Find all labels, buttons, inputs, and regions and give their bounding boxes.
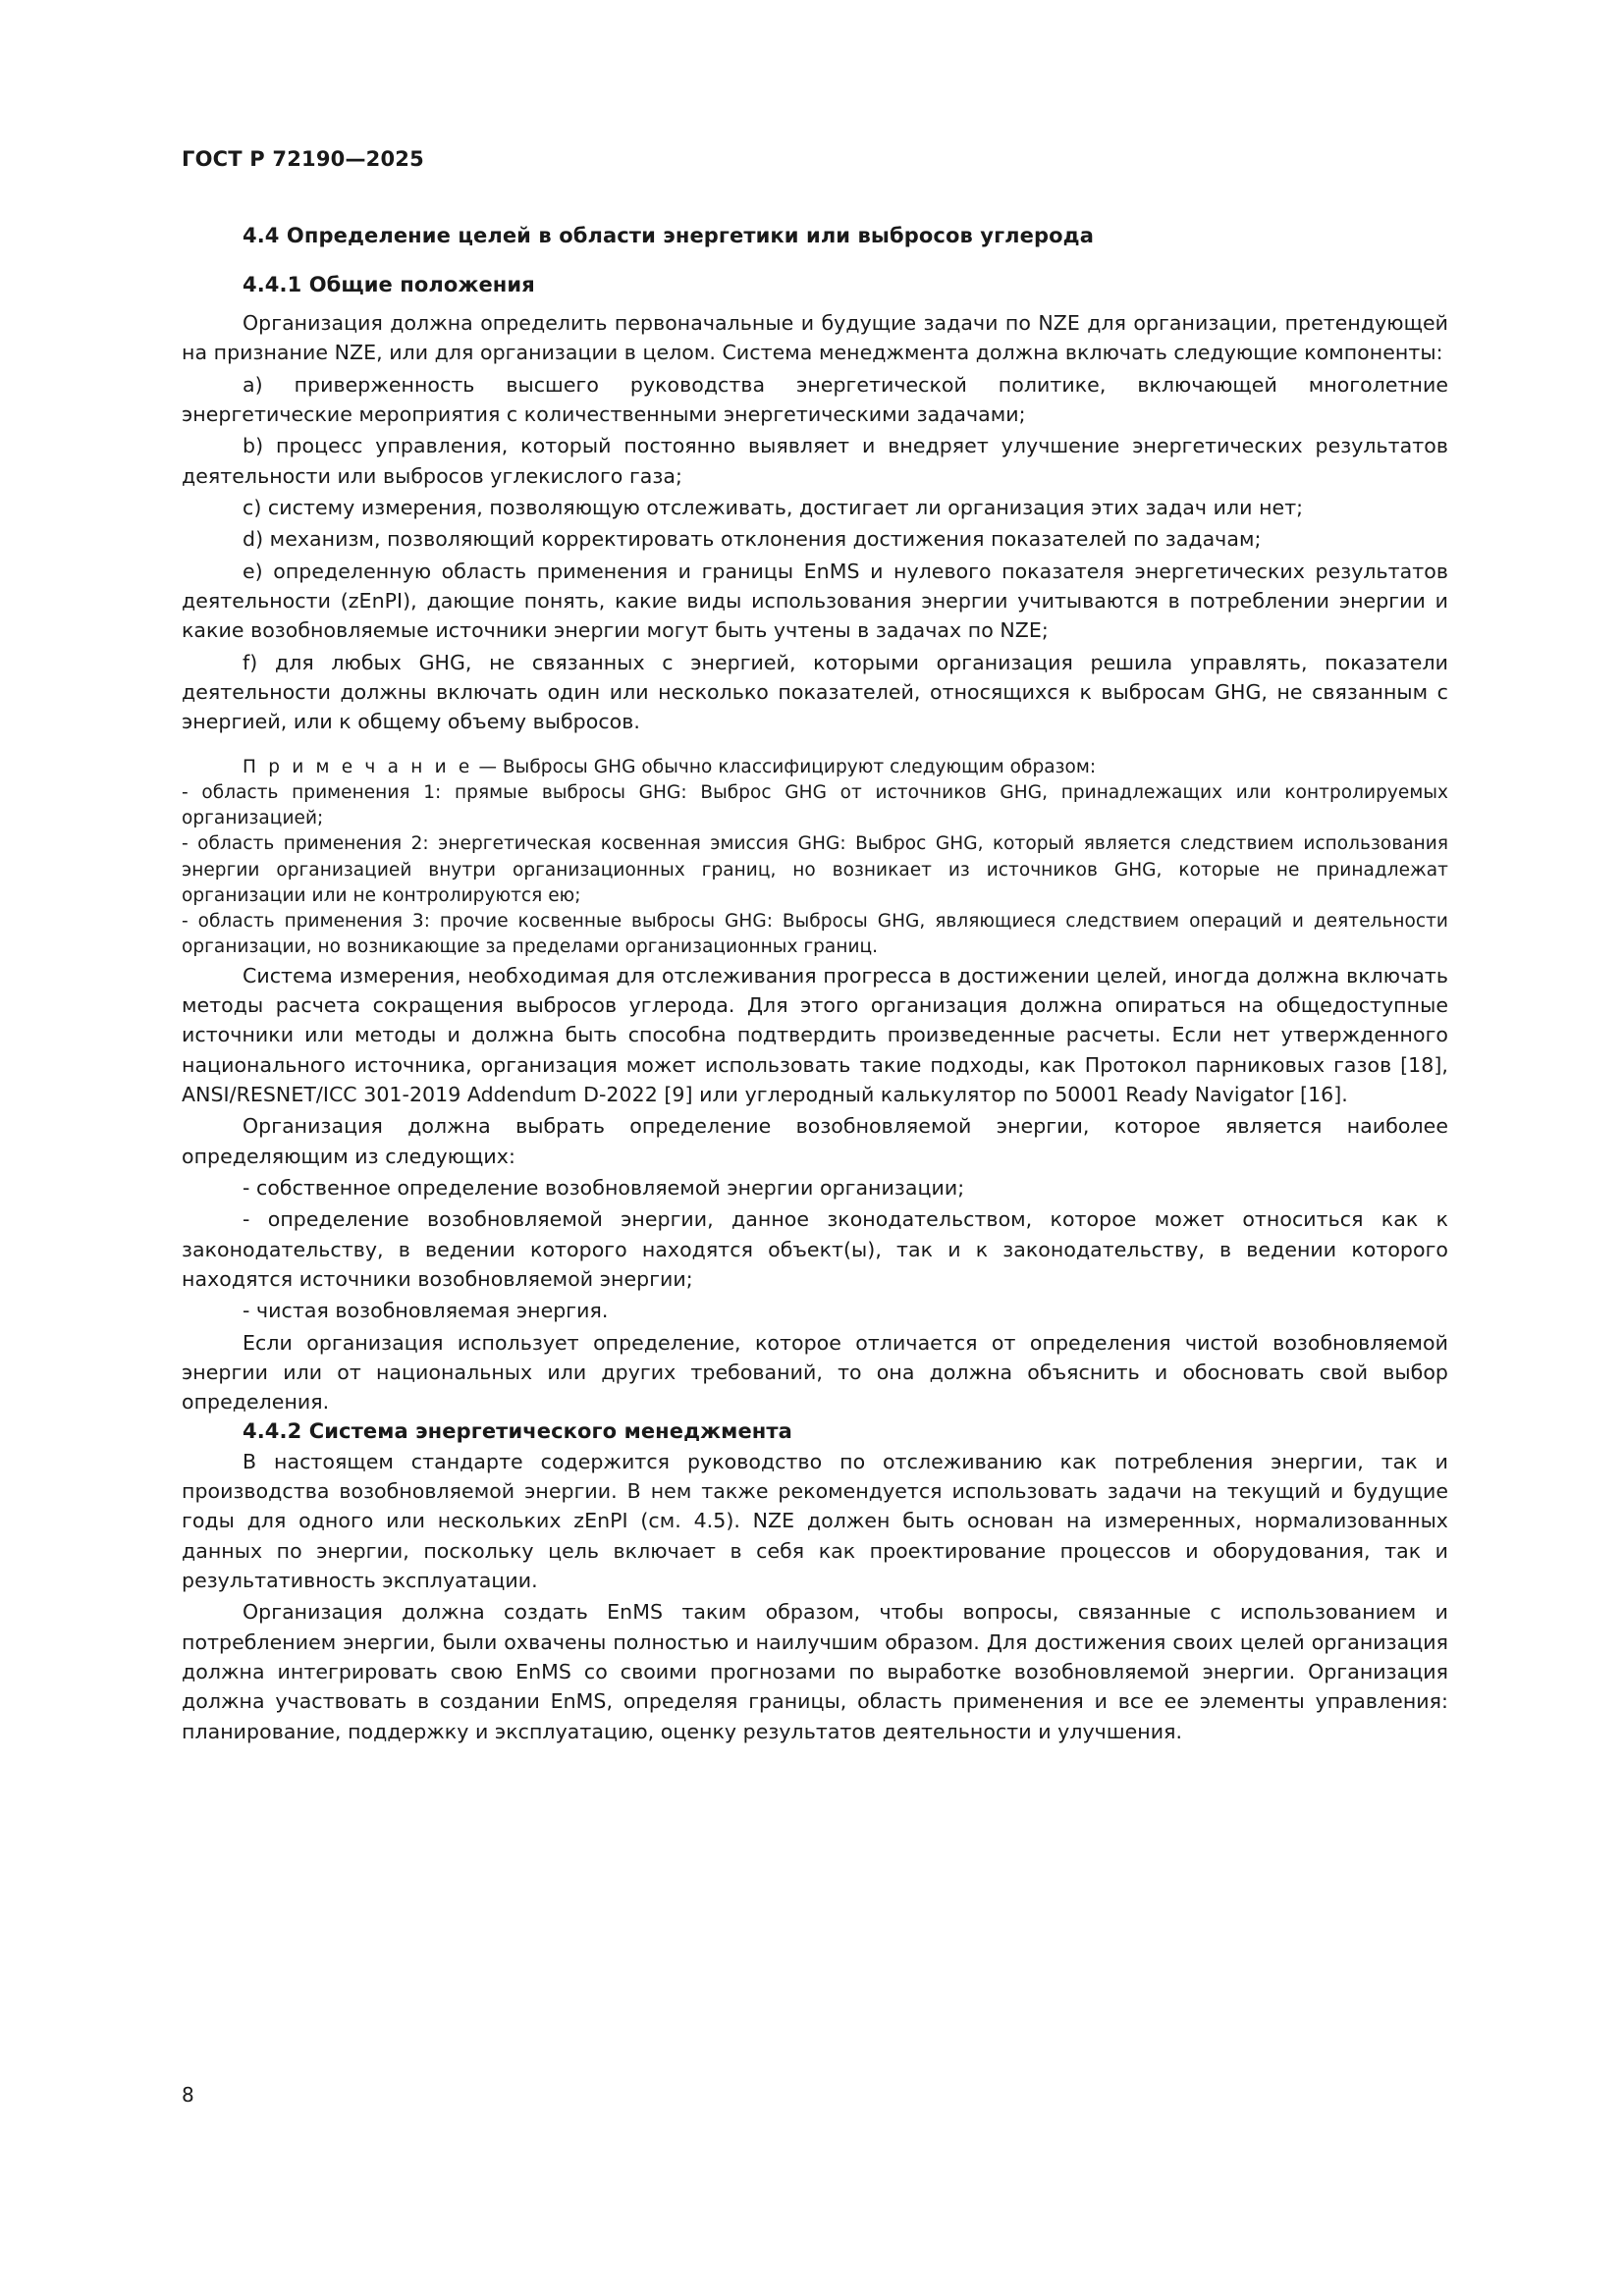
list-item: - определение возобновляемой энергии, данное зконодательством, которое может относиться как к законодательству, в ведении которого находятся объект(ы), так и к законодательству, в ведении которого находятся источники возобновляемой энергии; <box>182 1207 1448 1291</box>
paragraph: e) определенную область применения и границы EnMS и нулевого показателя энергетических результатов деятельности (zEnPI), дающие понять, какие виды использования энергии учитываются в потреблении энергии и какие возобновляемые источники энергии могут быть учтены в задачах по NZE; <box>182 559 1448 643</box>
paragraph: Организация должна определить первоначальные и будущие задачи по NZE для организации, претендующей на признание NZE, или для организации в целом. Система менеджмента должна включать следующие компоненты: <box>182 311 1448 365</box>
section-title: 4.4 Определение целей в области энергетики или выбросов углерода <box>243 224 1094 247</box>
paragraph: Если организация использует определение, которое отличается от определения чистой возобновляемой энергии или от национальных или других требований, то она должна объяснить и обосновать свой выбор определения. <box>182 1330 1448 1415</box>
subsection-title-441: 4.4.1 Общие положения <box>243 273 535 296</box>
list-item: - собственное определение возобновляемой энергии организации; <box>243 1176 965 1201</box>
note-item: - область применения 2: энергетическая косвенная эмиссия GHG: Выброс GHG, который является следствием использования энергии организацией внутри организационных границ, но возникает из источников GHG, которые не принадлежат организации или не контролируются ею; <box>182 833 1448 906</box>
page-content <box>182 147 1448 1748</box>
paragraph: b) процесс управления, который постоянно выявляет и внедряет улучшение энергетических результатов деятельности или выбросов углекислого газа; <box>182 434 1448 488</box>
paragraph: c) систему измерения, позволяющую отслеживать, достигает ли организация этих задач или нет; <box>243 495 1304 519</box>
subsection-title-442: 4.4.2 Система энергетического менеджмента <box>243 1418 792 1443</box>
paragraph: Организация должна создать EnMS таким образом, чтобы вопросы, связанные с использованием и потреблением энергии, были охвачены полностью и наилучшим образом. Для достижения своих целей организация должна интегрировать свою EnMS со своими прогнозами по выработке возобновляемой энергии. Организация должна участвовать в создании EnMS, определяя границы, область применения и все ее элементы управления: планирование, поддержку и эксплуатацию, оценку результатов деятельности и улучшения. <box>182 1600 1448 1743</box>
paragraph: Организация должна выбрать определение возобновляемой энергии, которое является наиболее определяющим из следующих: <box>182 1114 1448 1168</box>
page-number: 8 <box>182 2083 194 2107</box>
paragraph: f) для любых GHG, не связанных с энергией, которыми организация решила управлять, показатели деятельности должны включать один или несколько показателей, относящихся к выбросам GHG, не связанным с энергией, или к общему объему выбросов. <box>182 650 1448 734</box>
note-item: - область применения 1: прямые выбросы GHG: Выброс GHG от источников GHG, принадлежащих или контролируемых организацией; <box>182 781 1448 829</box>
paragraph: d) механизм, позволяющий корректировать отклонения достижения показателей по задачам; <box>243 527 1262 552</box>
paragraph: В настоящем стандарте содержится руководство по отслеживанию как потребления энергии, так и производства возобновляемой энергии. В нем также рекомендуется использовать задачи на текущий и будущие годы для одного или нескольких zEnPI (см. 4.5). NZE должен быть основан на измеренных, нормализованных данных по энергии, поскольку цель включает в себя как проектирование процессов и оборудования, так и результативность эксплуатации. <box>182 1449 1448 1592</box>
paragraph: a) приверженность высшего руководства энергетической политике, включающей многолетние энергетические мероприятия с количественными энергетическими задачами; <box>182 372 1448 426</box>
note-item: - область применения 3: прочие косвенные выбросы GHG: Выбросы GHG, являющиеся следствием операций и деятельности организации, но возникающие за пределами организационных границ. <box>182 911 1448 958</box>
paragraph: Система измерения, необходимая для отслеживания прогресса в достижении целей, иногда должна включать методы расчета сокращения выбросов углерода. Для этого организация должна опираться на общедоступные источники или методы и должна быть способна подтвердить произведенные расчеты. Если нет утвержденного национального источника, организация может использовать такие подходы, как Протокол парниковых газов [18], ANSI/RESNET/ICC 301-2019 Addendum D-2022 [9] или углеродный калькулятор по 50001 Ready Navigator [16]. <box>182 963 1448 1107</box>
note-intro: — Выбросы GHG обычно классифицируют следующим образом: <box>478 756 1097 777</box>
document-header: ГОСТ Р 72190—2025 <box>182 147 424 171</box>
list-item: - чистая возобновляемая энергия. <box>243 1299 609 1323</box>
note-label: П р и м е ч а н и е <box>243 756 473 777</box>
note-header <box>182 755 1448 780</box>
